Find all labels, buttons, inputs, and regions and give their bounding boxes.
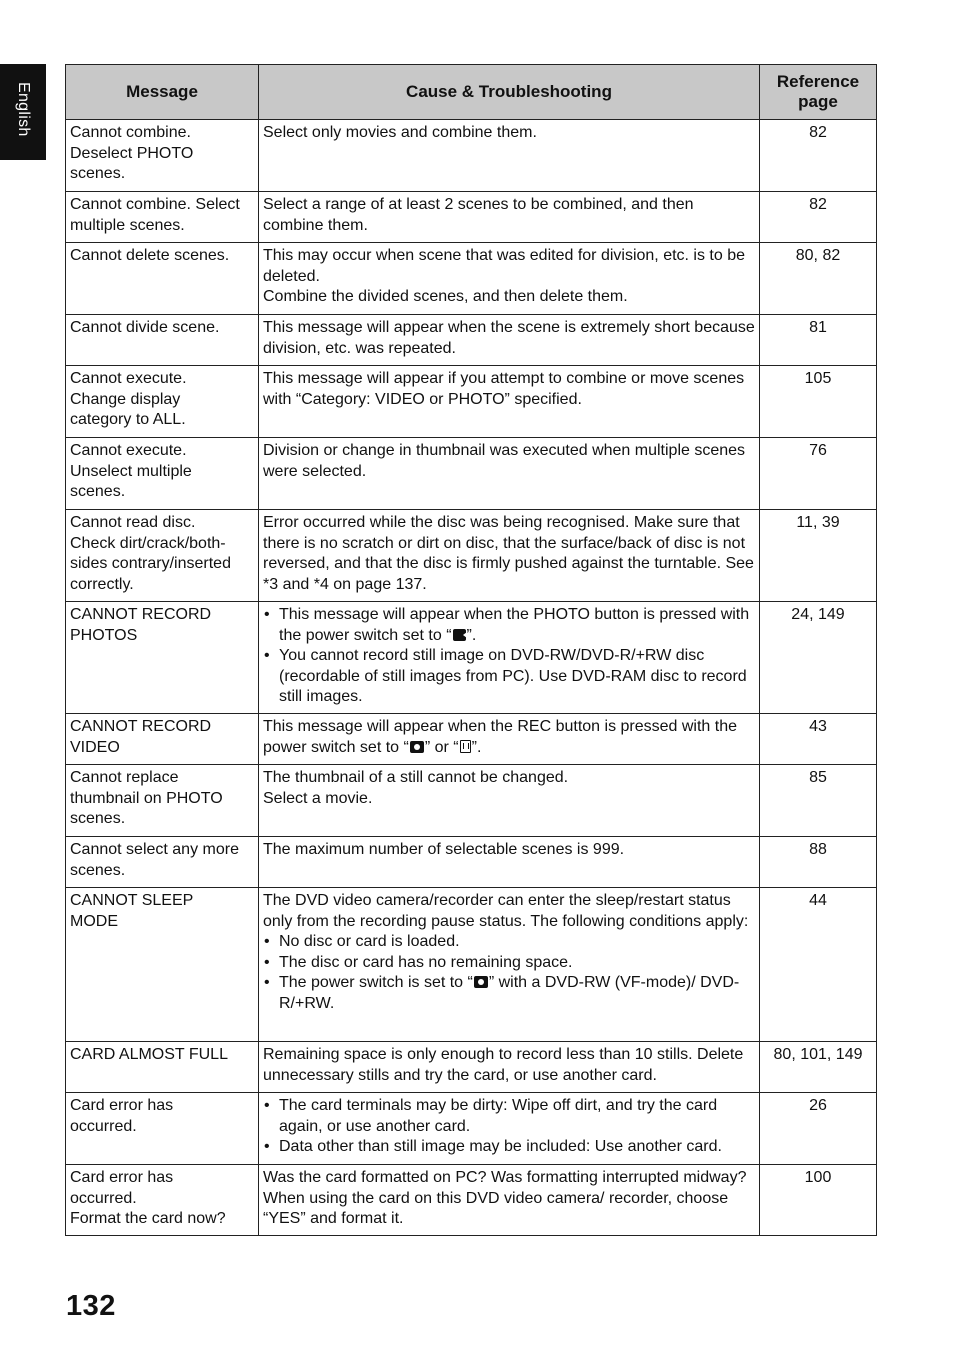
- bullet-list: [263, 605, 755, 708]
- text-fragment: ”.: [466, 626, 477, 644]
- bullet-item: [263, 646, 755, 708]
- text-fragment: The disc or card has no remaining space.: [279, 953, 573, 971]
- reference-cell: 80, 101, 149: [760, 1042, 877, 1093]
- message-cell: [66, 837, 259, 888]
- language-label: English: [15, 82, 32, 137]
- message-line: occurred.: [70, 1189, 137, 1207]
- text-fragment: This message will appear when the REC button is pressed with the power switch set to “: [263, 718, 738, 756]
- message-line: Card error has: [70, 1169, 174, 1186]
- cause-line: Error occurred while the disc was being recognised. Make sure that there is no scratch or dirt on disc, that the surface/back of disc is not reversed, and that the disc is firmly pushed against the turntable. See *3 and *4 on page 137.: [263, 514, 754, 593]
- cause-cell: [259, 765, 760, 837]
- cause-cell: [259, 837, 760, 888]
- table-row: [66, 243, 877, 315]
- cause-cell: [259, 1165, 760, 1236]
- cause-cell: [259, 1093, 760, 1165]
- still-mode-icon: [410, 741, 424, 753]
- table-row: [66, 714, 877, 765]
- message-cell: [66, 510, 259, 602]
- message-line: multiple scenes.: [70, 216, 185, 234]
- message-line: Cannot replace: [70, 769, 179, 786]
- text-fragment: The power switch is set to “: [279, 974, 473, 991]
- message-line: CARD ALMOST FULL: [70, 1046, 228, 1063]
- cause-line: Select only movies and combine them.: [263, 124, 537, 141]
- cause-cell: [259, 366, 760, 438]
- table-row: [66, 366, 877, 438]
- cause-line: This may occur when scene that was edited for division, etc. is to be deleted.: [263, 247, 746, 285]
- header-cause: Cause & Troubleshooting: [259, 65, 760, 120]
- reference-cell: 82: [760, 120, 877, 192]
- reference-cell: 26: [760, 1093, 877, 1165]
- message-cell: [66, 120, 259, 192]
- message-cell: [66, 1165, 259, 1236]
- table-header-row: [66, 65, 877, 120]
- bullet-item: [263, 1137, 755, 1158]
- text-fragment: ”.: [471, 738, 482, 756]
- still-mode-icon: [474, 976, 488, 988]
- cause-cell: [259, 243, 760, 315]
- message-line: CANNOT RECORD: [70, 718, 212, 735]
- text-fragment: You cannot record still image on DVD-RW/DVD-R/+RW disc (recordable of still images from PC). Use DVD-RAM disc to record still images.: [279, 647, 747, 705]
- movie-mode-icon: [453, 629, 466, 641]
- cause-line: [263, 717, 755, 758]
- cause-line: Select a range of at least 2 scenes to be combined, and then combine them.: [263, 196, 694, 234]
- reference-cell: 80, 82: [760, 243, 877, 315]
- message-line: PHOTOS: [70, 626, 138, 644]
- message-line: Cannot read disc.: [70, 514, 196, 531]
- cause-line: The maximum number of selectable scenes is 999.: [263, 841, 625, 858]
- message-line: CANNOT SLEEP: [70, 892, 194, 909]
- reference-cell: 43: [760, 714, 877, 765]
- cause-cell: [259, 1042, 760, 1093]
- message-line: Cannot execute.: [70, 370, 187, 387]
- text-fragment: No disc or card is loaded.: [279, 933, 460, 950]
- table-row: [66, 120, 877, 192]
- reference-cell: 100: [760, 1165, 877, 1236]
- cause-cell: [259, 120, 760, 192]
- message-line: scenes.: [70, 483, 126, 500]
- message-line: thumbnail on PHOTO: [70, 789, 223, 807]
- message-line: Cannot select any more: [70, 841, 239, 858]
- message-line: scenes.: [70, 810, 126, 827]
- message-line: Unselect multiple: [70, 462, 192, 480]
- table-row: [66, 1093, 877, 1165]
- text-fragment: ” with a DVD-RW (VF-mode)/ DVD-R/+RW.: [279, 974, 740, 1012]
- table-row: [66, 602, 877, 714]
- message-line: Cannot combine. Select: [70, 196, 240, 213]
- reference-cell: 11, 39: [760, 510, 877, 602]
- message-line: Deselect PHOTO: [70, 144, 194, 162]
- bullet-item: [263, 605, 755, 646]
- message-cell: [66, 366, 259, 438]
- cause-line: Was the card formatted on PC? Was formatting interrupted midway? When using the card on this DVD video camera/ recorder, choose “YES” and format it.: [263, 1169, 747, 1227]
- cause-cell: [259, 438, 760, 510]
- cause-cell: [259, 888, 760, 1042]
- message-line: Cannot delete scenes.: [70, 247, 230, 264]
- table-body: [66, 120, 877, 1236]
- page-number: 132: [66, 1290, 116, 1322]
- message-line: VIDEO: [70, 738, 120, 756]
- cause-line: The DVD video camera/recorder can enter the sleep/restart status only from the recording pause status. The following conditions apply:: [263, 892, 749, 930]
- table-row: [66, 765, 877, 837]
- cause-line: Combine the divided scenes, and then delete them.: [263, 288, 628, 305]
- message-cell: [66, 888, 259, 1042]
- table-row: [66, 510, 877, 602]
- message-line: category to ALL.: [70, 411, 186, 428]
- language-tab: [0, 64, 46, 160]
- text-fragment: ” or “: [424, 738, 459, 756]
- cause-cell: [259, 602, 760, 714]
- reference-cell: 85: [760, 765, 877, 837]
- message-cell: [66, 243, 259, 315]
- message-line: Card error has: [70, 1097, 174, 1114]
- cause-line: Division or change in thumbnail was executed when multiple scenes were selected.: [263, 442, 746, 480]
- header-reference: Reference page: [760, 65, 877, 120]
- message-cell: [66, 714, 259, 765]
- message-cell: [66, 192, 259, 243]
- message-cell: [66, 602, 259, 714]
- reference-cell: 82: [760, 192, 877, 243]
- header-message: Message: [66, 65, 259, 120]
- reference-cell: 44: [760, 888, 877, 1042]
- message-line: scenes.: [70, 861, 126, 879]
- table-row: [66, 888, 877, 1042]
- message-line: MODE: [70, 912, 118, 930]
- message-cell: [66, 438, 259, 510]
- message-line: Cannot combine.: [70, 124, 191, 141]
- message-cell: [66, 1093, 259, 1165]
- table-row: [66, 837, 877, 888]
- message-line: Check dirt/crack/both-: [70, 534, 226, 552]
- message-line: scenes.: [70, 165, 126, 182]
- reference-cell: 24, 149: [760, 602, 877, 714]
- message-cell: [66, 1042, 259, 1093]
- message-cell: [66, 765, 259, 837]
- reference-cell: 105: [760, 366, 877, 438]
- bullet-item: [263, 953, 755, 974]
- table-row: [66, 438, 877, 510]
- message-line: Change display: [70, 390, 181, 408]
- message-line: Cannot execute.: [70, 442, 187, 459]
- cause-line: This message will appear if you attempt to combine or move scenes with “Category: VIDEO or PHOTO” specified.: [263, 370, 745, 408]
- message-line: sides contrary/inserted: [70, 555, 231, 572]
- table-row: [66, 1042, 877, 1093]
- table-row: [66, 192, 877, 243]
- table-row: [66, 1165, 877, 1236]
- cause-line: Remaining space is only enough to record less than 10 stills. Delete unnecessary stills and try the card, or use another card.: [263, 1046, 744, 1084]
- text-fragment: Data other than still image may be included: Use another card.: [279, 1138, 722, 1155]
- cause-cell: [259, 510, 760, 602]
- bullet-list: [263, 932, 755, 1014]
- cause-cell: [259, 192, 760, 243]
- text-fragment: This message will appear when the PHOTO button is pressed with the power switch set to “: [279, 606, 750, 644]
- message-line: Format the card now?: [70, 1210, 226, 1227]
- cause-line: This message will appear when the scene is extremely short because division, etc. was repeated.: [263, 319, 755, 357]
- bullet-list: [263, 1096, 755, 1158]
- message-cell: [66, 315, 259, 366]
- bullet-item: [263, 1096, 755, 1137]
- message-line: CANNOT RECORD: [70, 606, 212, 623]
- table-row: [66, 315, 877, 366]
- message-line: correctly.: [70, 575, 134, 593]
- reference-cell: 88: [760, 837, 877, 888]
- troubleshooting-table: [65, 64, 877, 1236]
- reference-cell: 76: [760, 438, 877, 510]
- bullet-item: [263, 973, 755, 1014]
- cause-line: Select a movie.: [263, 789, 373, 807]
- bullet-item: [263, 932, 755, 953]
- message-line: occurred.: [70, 1117, 137, 1135]
- reference-cell: 81: [760, 315, 877, 366]
- cause-cell: [259, 714, 760, 765]
- message-line: Cannot divide scene.: [70, 319, 220, 336]
- card-mode-icon: [460, 740, 471, 753]
- text-fragment: The card terminals may be dirty: Wipe off dirt, and try the card again, or use another card.: [279, 1097, 718, 1135]
- cause-cell: [259, 315, 760, 366]
- cause-line: The thumbnail of a still cannot be changed.: [263, 769, 569, 786]
